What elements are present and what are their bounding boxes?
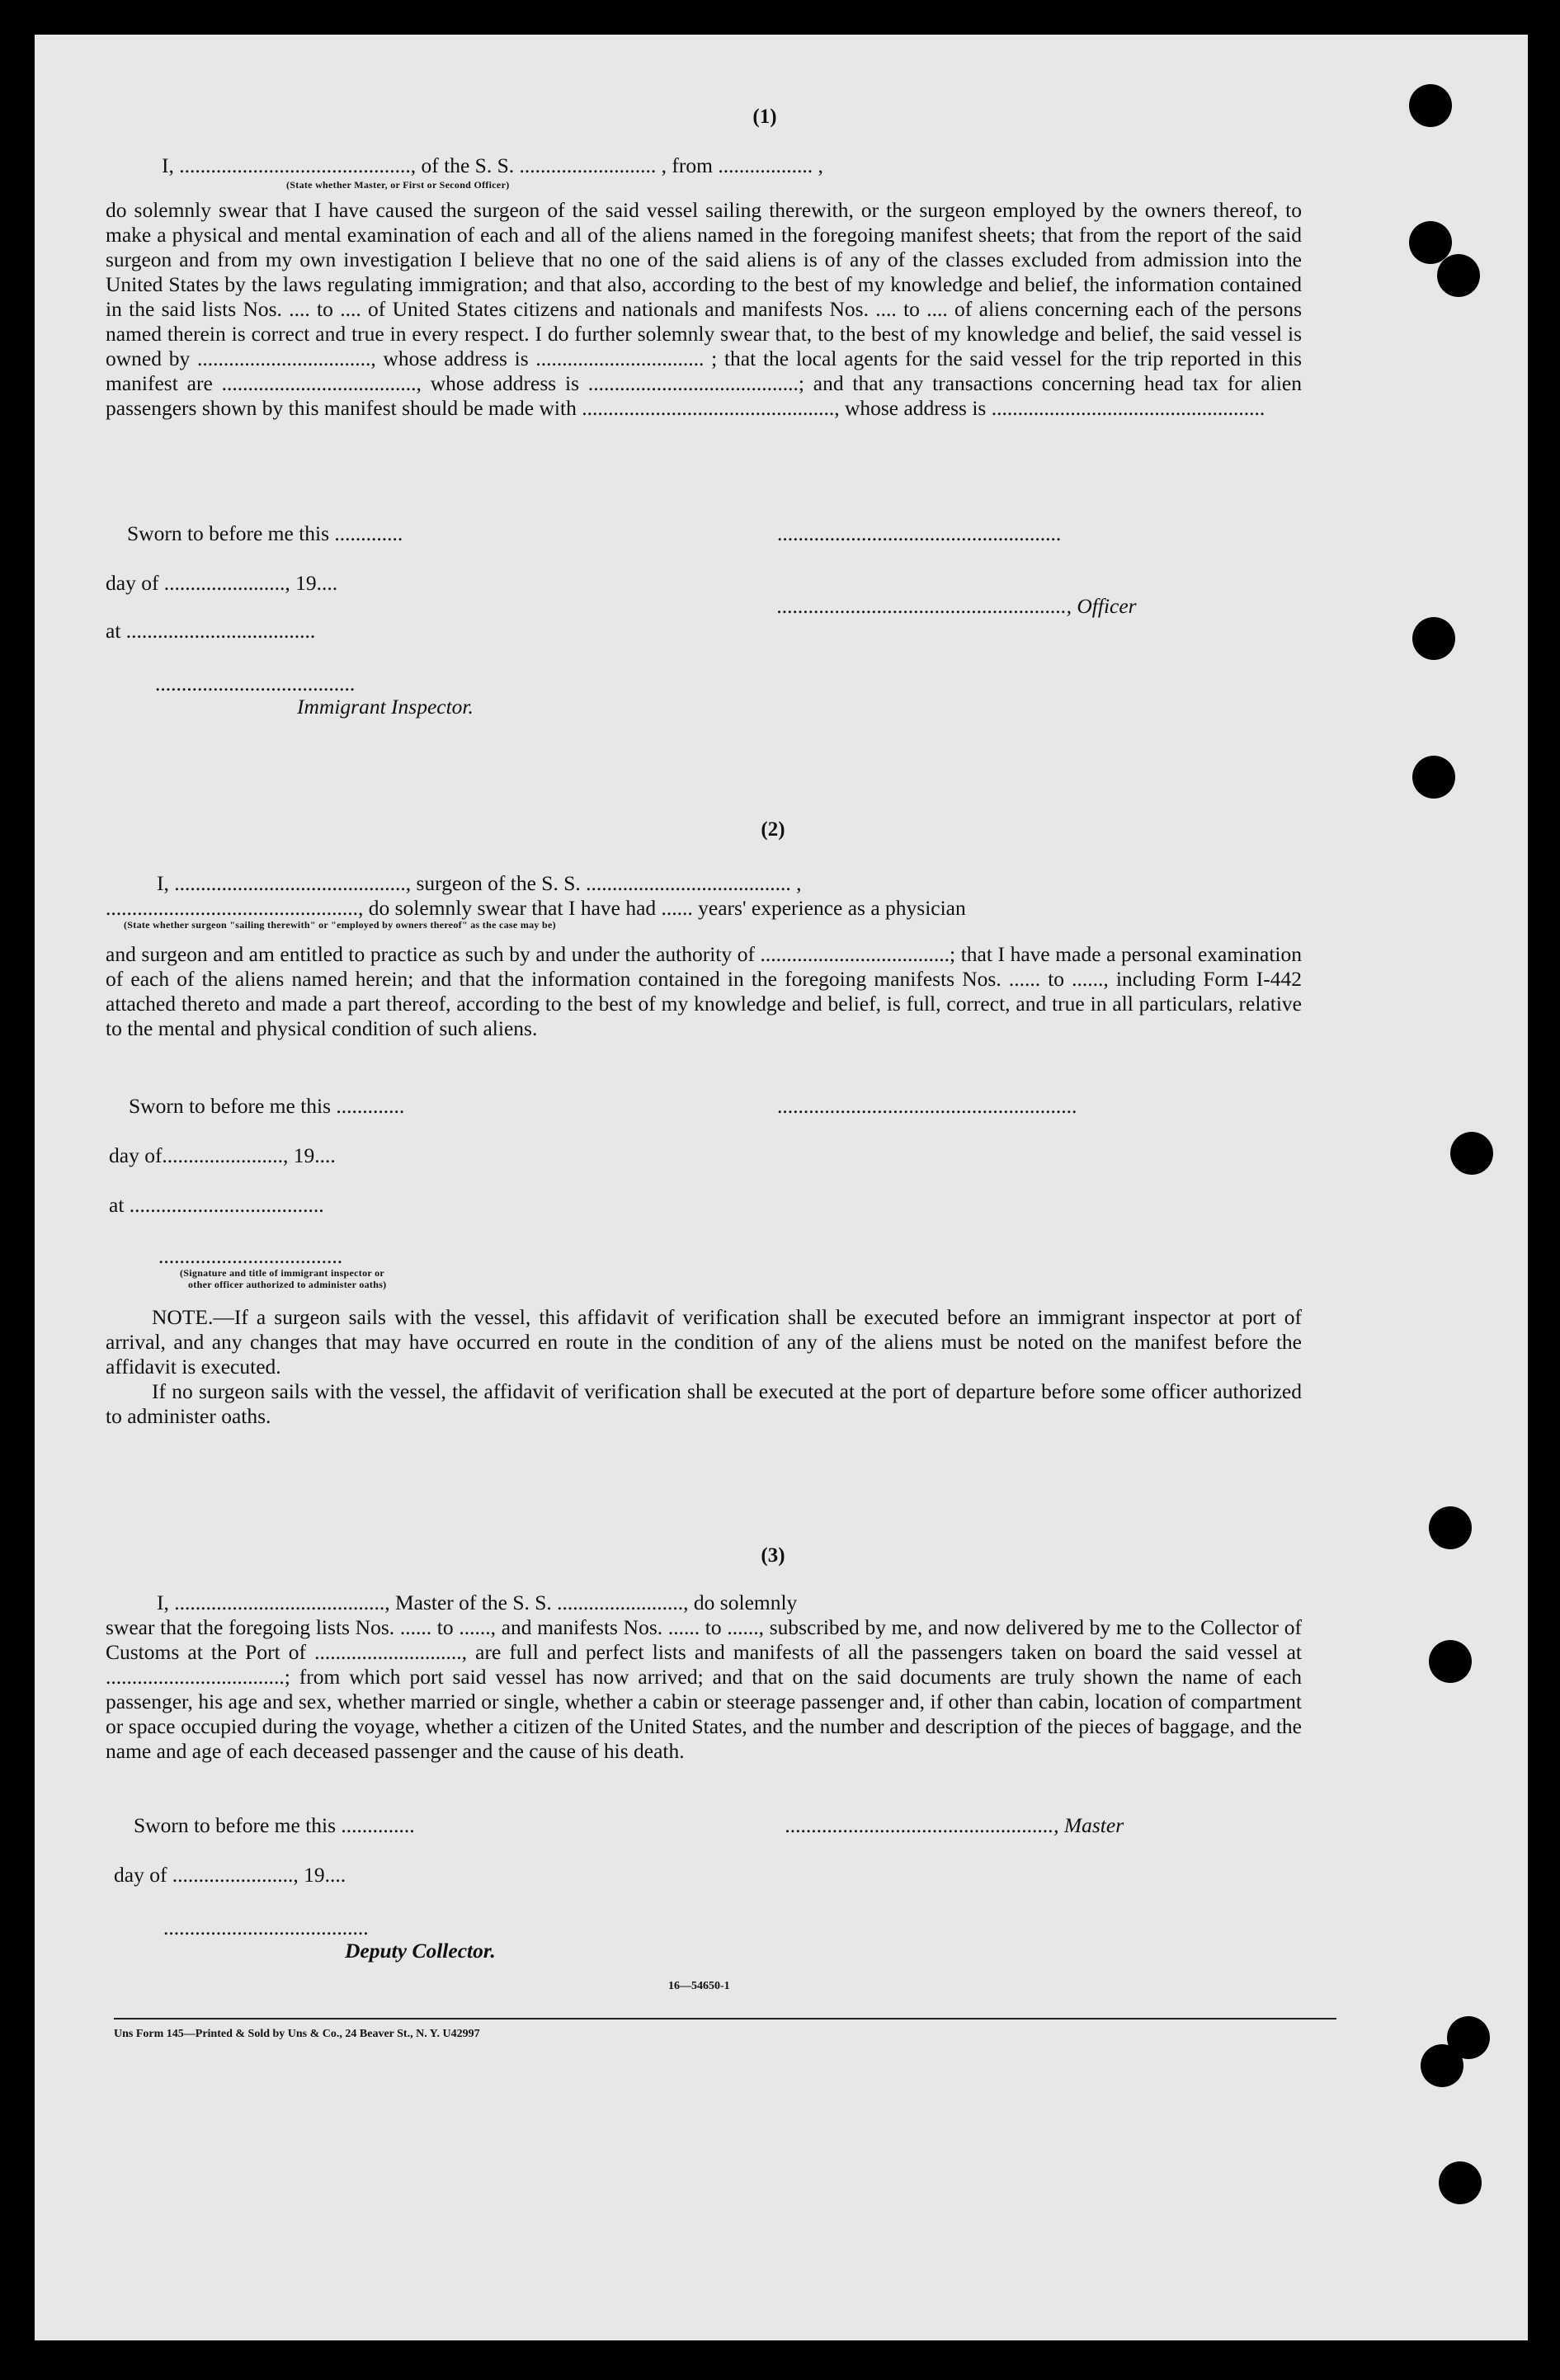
footer-rule (114, 2018, 1336, 2019)
section-1-signature-line: ...................................................... (777, 521, 1062, 545)
section-2-second-line: ................................................, do solemnly swear that I have had ...... years' experience as a physician (106, 896, 966, 920)
section-1-number: (1) (752, 106, 777, 128)
punch-hole (1429, 1506, 1472, 1549)
punch-hole (1439, 2161, 1482, 2204)
section-2-first-line: I, ............................................, surgeon of the S. S. ....................................... , (157, 871, 802, 895)
section-1-body: do solemnly swear that I have caused the surgeon of the said vessel sailing therewith, or the surgeon employed by the owners thereof, to make a physical and mental examination of each and all of the aliens named in the foregoing manifest sheets; that from the report of the said surgeon and from my own investigation I believe that no one of the said aliens is of any of the classes excluded from admission into the United States by the laws regulating immigration; and that also, according to the best of my knowledge and belief, the information contained in the said lists Nos. .... to .... of United States citizens and nationals and manifests Nos. .... to .... of aliens concerning each of the persons named therein is correct and true in every respect. I do further solemnly swear that, to the best of my knowledge and belief, the said vessel is owned by ................................., whose address is ................................ ; that the local agents for the said vessel for the trip reported in this manifest are ....................................., whose address is ........................................; and that any transactions concerning head tax for alien passengers shown by this manifest should be made with ................................................, whose address is .................................................... (106, 198, 1302, 420)
section-2-day: day of......................., 19.... (109, 1143, 336, 1167)
section-2-sworn: Sworn to before me this ............. (129, 1094, 405, 1118)
section-2-signature-caption-2: other officer authorized to administer oaths) (188, 1279, 387, 1290)
section-3-first-line: I, ........................................, Master of the S. S. ........................, do solemnly (157, 1591, 798, 1614)
section-3-sworn: Sworn to before me this .............. (134, 1813, 415, 1837)
section-2-signature-caption-1: (Signature and title of immigrant inspector or (180, 1267, 385, 1279)
section-2-signature-line: ......................................................... (777, 1094, 1077, 1118)
form-sheet (35, 35, 1528, 2340)
punch-hole (1450, 1132, 1493, 1175)
section-1-day: day of ......................., 19.... (106, 571, 338, 595)
punch-hole (1412, 756, 1455, 799)
section-3-number: (3) (761, 1544, 785, 1567)
section-1-first-line: I, ............................................, of the S. S. .......................... , from .................. , (162, 153, 823, 177)
punch-hole (1429, 1640, 1472, 1683)
form-code: 16—54650-1 (668, 1980, 730, 1992)
section-2-signature-dots: ................................... (158, 1244, 343, 1268)
section-1-caption: (State whether Master, or First or Second Officer) (286, 179, 510, 191)
section-1-sworn: Sworn to before me this ............. (127, 521, 403, 545)
section-2-caption: (State whether surgeon "sailing therewith" or "employed by owners thereof" as the case may be) (124, 919, 556, 931)
section-3-collector-label: Deputy Collector. (345, 1939, 496, 1963)
section-3-body: swear that the foregoing lists Nos. ...... to ......, and manifests Nos. ...... to ......, subscribed by me, and now delivered by me to the Collector of Customs at the Port of ............................, are full and perfect lists and manifests of all the passengers taken on board the said vessel at ..................................; from which port said vessel has now arrived; and that on the said documents are truly shown the name of each passenger, his age and sex, whether married or single, whether a cabin or steerage passenger and, if other than cabin, location of compartment or space occupied during the voyage, whether a citizen of the United States, and the number and description of the pieces of baggage, and the name and age of each deceased passenger and the cause of his death. (106, 1615, 1302, 1763)
section-1-officer-line: ......................................................., Officer (777, 594, 1137, 618)
punch-hole (1412, 617, 1455, 660)
section-1-inspector-dots: ...................................... (155, 672, 356, 695)
section-2-body: and surgeon and am entitled to practice as such by and under the authority of ....................................; that I have made a personal examination of each of the aliens named herein; and that the information contained in the foregoing manifests Nos. ...... to ......, including Form I-442 attached thereto and made a part thereof, according to the best of my knowledge and belief, is full, correct, and true in all particulars, relative to the mental and physical condition of such aliens. (106, 942, 1302, 1040)
section-3-day: day of ......................., 19.... (114, 1863, 346, 1887)
section-1-at: at .................................... (106, 619, 316, 643)
section-1-inspector-label: Immigrant Inspector. (297, 695, 474, 719)
punch-hole (1421, 2044, 1463, 2087)
section-2-note-2: If no surgeon sails with the vessel, the affidavit of verification shall be executed at the port of departure before some officer authorized to administer oaths. (106, 1379, 1302, 1428)
section-3-collector-dots: ....................................... (163, 1916, 369, 1939)
section-2-number: (2) (761, 818, 785, 841)
section-3-master-line: ..................................................., Master (785, 1813, 1124, 1837)
section-2-note-1: NOTE.—If a surgeon sails with the vessel, this affidavit of verification shall be executed before an immigrant inspector at port of arrival, and any changes that may have occurred en route in the condition of any of the aliens must be noted on the manifest before the affidavit is executed. (106, 1305, 1302, 1379)
section-2-at: at ..................................... (109, 1193, 324, 1217)
punch-hole (1437, 254, 1480, 297)
footer-imprint: Uns Form 145—Printed & Sold by Uns & Co., 24 Beaver St., N. Y. U42997 (114, 2028, 480, 2040)
